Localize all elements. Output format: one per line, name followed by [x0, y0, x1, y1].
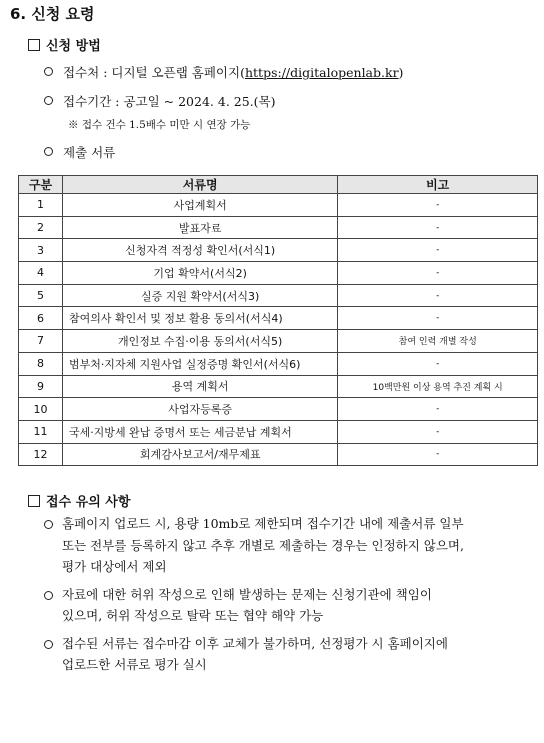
circle-bullet-icon — [44, 520, 53, 529]
method-heading-text: 신청 방법 — [46, 39, 101, 54]
documents-text: 제출 서류 — [63, 145, 116, 160]
row-document: 기업 확약서(서식2) — [62, 262, 337, 285]
row-document: 사업자등록증 — [62, 398, 337, 421]
table-row — [19, 216, 538, 239]
row-number: 3 — [19, 239, 63, 262]
row-document: 참여의사 확인서 및 정보 활용 동의서(서식4) — [62, 307, 337, 330]
caution-heading-text: 접수 유의 사항 — [46, 495, 131, 510]
row-number: 4 — [19, 262, 63, 285]
reception-item — [44, 63, 403, 81]
table-row — [19, 420, 538, 443]
row-document: 사업계획서 — [62, 194, 337, 217]
header-no: 구분 — [19, 176, 63, 194]
row-note: - — [338, 284, 538, 307]
caution-line: 또는 전부를 등록하지 않고 추후 개별로 제출하는 경우는 인정하지 않으며, — [62, 537, 464, 553]
extension-note: ※ 접수 건수 1.5배수 미만 시 연장 가능 — [68, 119, 251, 131]
period-text: 접수기간 : 공고일 ~ 2024. 4. 25.(목) — [63, 94, 276, 109]
square-bullet-icon — [28, 495, 40, 507]
website-link[interactable]: https://digitalopenlab.kr — [244, 65, 399, 80]
row-note: - — [338, 398, 538, 421]
row-number: 6 — [19, 307, 63, 330]
header-doc: 서류명 — [62, 176, 337, 194]
caution-item — [44, 633, 540, 676]
row-note: 10백만원 이상 용역 추진 계획 시 — [338, 375, 538, 398]
row-note: - — [338, 262, 538, 285]
caution-line: 자료에 대한 허위 작성으로 인해 발생하는 문제는 신청기관에 책임이 — [62, 586, 432, 602]
row-number: 9 — [19, 375, 63, 398]
caution-line: 접수된 서류는 접수마감 이후 교체가 불가하며, 선정평가 시 홈페이지에 — [62, 635, 448, 651]
circle-bullet-icon — [44, 640, 53, 649]
row-note: - — [338, 239, 538, 262]
row-number: 12 — [19, 443, 63, 466]
table-row — [19, 375, 538, 398]
circle-bullet-icon — [44, 591, 53, 600]
row-document: 신청자격 적정성 확인서(서식1) — [62, 239, 337, 262]
row-note: - — [338, 352, 538, 375]
row-number: 11 — [19, 420, 63, 443]
section-title: 6. 신청 요령 — [10, 5, 95, 23]
row-number: 5 — [19, 284, 63, 307]
circle-bullet-icon — [44, 67, 53, 76]
row-number: 8 — [19, 352, 63, 375]
reception-prefix: 접수처 : 디지털 오픈랩 홈페이지( — [63, 65, 245, 80]
caution-line: 있으며, 허위 작성으로 탈락 또는 협약 해약 가능 — [62, 608, 324, 623]
caution-list — [44, 513, 540, 682]
row-document: 회계감사보고서/재무제표 — [62, 443, 337, 466]
documents-table — [18, 175, 538, 466]
table-row — [19, 194, 538, 217]
caution-line: 업로드한 서류로 평가 실시 — [62, 657, 207, 672]
row-document: 국세·지방세 완납 증명서 또는 세금분납 계획서 — [62, 420, 337, 443]
caution-heading — [28, 491, 130, 510]
row-document: 발표자료 — [62, 216, 337, 239]
reception-suffix: ) — [398, 65, 404, 80]
row-note: - — [338, 420, 538, 443]
method-heading — [28, 35, 101, 54]
row-note: - — [338, 216, 538, 239]
row-number: 7 — [19, 330, 63, 353]
caution-item — [44, 584, 540, 627]
period-item — [44, 92, 275, 110]
row-note: - — [338, 443, 538, 466]
caution-item — [44, 513, 540, 578]
table-row — [19, 398, 538, 421]
caution-line: 홈페이지 업로드 시, 용량 10mb로 제한되며 접수기간 내에 제출서류 일부 — [62, 516, 464, 531]
circle-bullet-icon — [44, 147, 53, 156]
table-row — [19, 262, 538, 285]
row-note: - — [338, 194, 538, 217]
table-row — [19, 352, 538, 375]
documents-item — [44, 143, 115, 161]
row-document: 개인정보 수집·이용 동의서(서식5) — [62, 330, 337, 353]
row-number: 10 — [19, 398, 63, 421]
row-document: 범부처·지자체 지원사업 실정증명 확인서(서식6) — [62, 352, 337, 375]
square-bullet-icon — [28, 39, 40, 51]
row-document: 용역 계획서 — [62, 375, 337, 398]
table-row — [19, 443, 538, 466]
row-note: 참여 인력 개별 작성 — [338, 330, 538, 353]
table-row — [19, 239, 538, 262]
row-note: - — [338, 307, 538, 330]
table-row — [19, 307, 538, 330]
table-header-row — [19, 176, 538, 194]
table-row — [19, 330, 538, 353]
table-row — [19, 284, 538, 307]
header-note: 비고 — [338, 176, 538, 194]
row-number: 2 — [19, 216, 63, 239]
row-number: 1 — [19, 194, 63, 217]
caution-line: 평가 대상에서 제외 — [62, 559, 167, 574]
circle-bullet-icon — [44, 96, 53, 105]
row-document: 실증 지원 확약서(서식3) — [62, 284, 337, 307]
